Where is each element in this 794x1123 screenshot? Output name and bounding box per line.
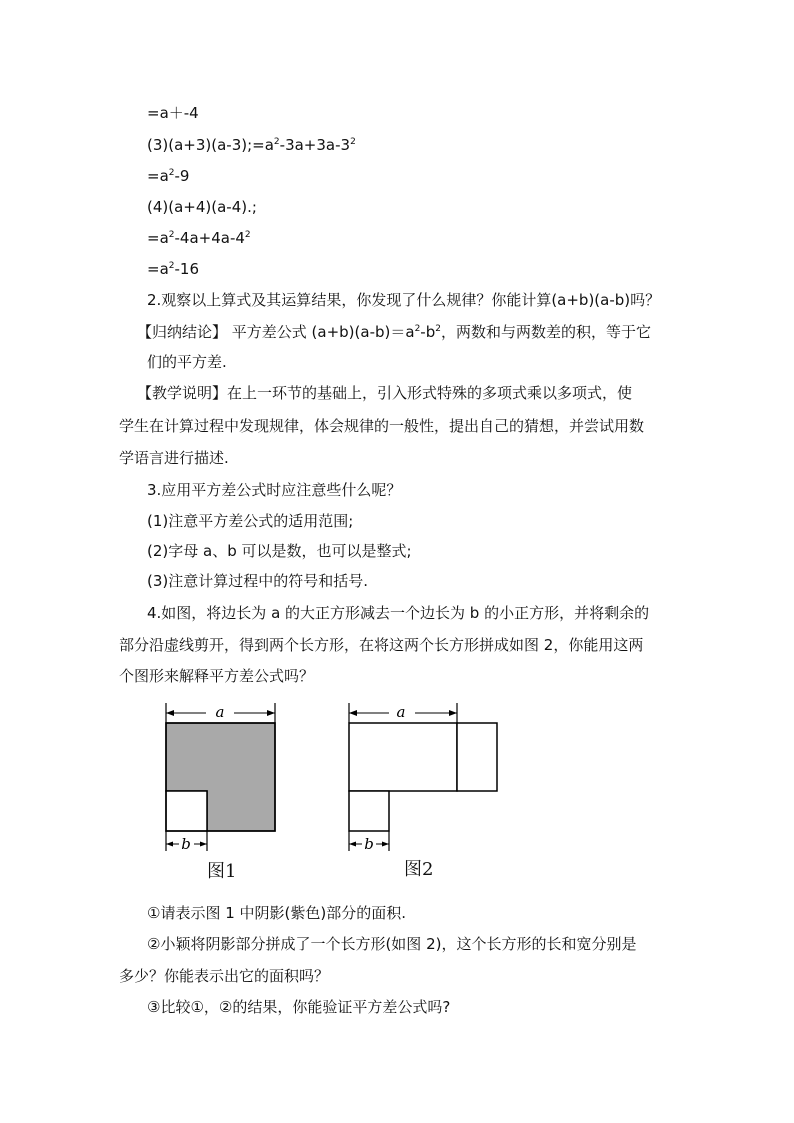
- arrow-left-icon: [166, 710, 174, 716]
- arrow-right-icon: [449, 710, 457, 716]
- label-a: a: [215, 703, 225, 721]
- question-4-line-1: 4.如图，将边长为 a 的大正方形减去一个边长为 b 的小正方形，并将剩余的: [147, 604, 650, 622]
- calc-text: -9: [174, 167, 190, 185]
- calc-text: =a＋-4: [147, 104, 199, 122]
- exponent: 2: [350, 137, 356, 147]
- exponent: 2: [168, 230, 175, 240]
- calc-text: (4)(a+4)(a-4).;: [147, 198, 257, 216]
- conclusion-tag: 【归纳结论】: [137, 323, 228, 341]
- question-3-item: (1)注意平方差公式的适用范围;: [147, 512, 354, 530]
- calc-line-2: [147, 135, 356, 155]
- question-4-line-2: 部分沿虚线剪开，得到两个长方形，在将这两个长方形拼成如图 2，你能用这两: [119, 636, 644, 654]
- subquestion-2-line-1: ②小颖将阴影部分拼成了一个长方形(如图 2)，这个长方形的长和宽分别是: [147, 935, 637, 953]
- calc-text: =a: [147, 167, 169, 185]
- calc-line-4: [147, 197, 257, 217]
- label-b: b: [364, 835, 374, 853]
- conclusion-text: ，两数和与两数差的积，等于它: [440, 323, 651, 341]
- arrow-right-icon: [267, 710, 275, 716]
- question-4-line-3: 个图形来解释平方差公式吗？: [119, 667, 315, 685]
- small-square: [349, 791, 389, 831]
- calc-text: -16: [174, 260, 199, 278]
- question-3-item: (3)注意计算过程中的符号和括号.: [147, 572, 369, 590]
- rectangle-piece-1: [349, 723, 457, 791]
- calc-line-3: [147, 166, 189, 186]
- label-a: a: [396, 703, 406, 721]
- exponent: 2: [244, 230, 251, 240]
- subquestion-3: ③比较①，②的结果，你能验证平方差公式吗?: [147, 998, 451, 1016]
- arrow-left-icon: [349, 842, 356, 847]
- calc-text: -4a+4a-4: [174, 229, 245, 247]
- arrow-right-icon: [382, 842, 389, 847]
- exponent: 2: [168, 261, 175, 271]
- figure-1-caption: 图1: [207, 861, 237, 882]
- teaching-note-line-2: 学生在计算过程中发现规律，体会规律的一般性，提出自己的猜想，并尝试用数: [119, 417, 645, 435]
- question-3-item: (2)字母 a、b 可以是数，也可以是整式;: [147, 542, 412, 560]
- arrow-right-icon: [200, 842, 207, 847]
- calc-text: =a: [147, 260, 169, 278]
- figure-2: [335, 695, 510, 885]
- arrow-left-icon: [166, 842, 173, 847]
- calc-text: =a: [147, 229, 169, 247]
- conclusion-text: -b: [420, 323, 436, 341]
- figure-1: [150, 695, 290, 885]
- figure-2-caption: 图2: [404, 859, 434, 880]
- arrow-left-icon: [349, 710, 357, 716]
- conclusion-line-2: 们的平方差.: [147, 353, 227, 371]
- conclusion-line-1: [137, 322, 651, 342]
- calc-text: -3a+3a-3: [279, 136, 351, 154]
- conclusion-text: 平方差公式 (a+b)(a-b)＝a: [227, 323, 415, 341]
- question-3-title: 3.应用平方差公式时应注意些什么呢？: [147, 481, 402, 499]
- calc-text: (3)(a+3)(a-3);=a: [147, 136, 274, 154]
- calc-line-6: [147, 259, 199, 279]
- subquestion-1: ①请表示图 1 中阴影(紫色)部分的面积.: [147, 904, 407, 922]
- exponent: 2: [273, 137, 280, 147]
- rectangle-piece-2: [457, 723, 497, 791]
- exponent: 2: [168, 168, 175, 178]
- label-b: b: [181, 835, 191, 853]
- calc-line-1: [147, 103, 199, 123]
- exponent: 2: [414, 324, 421, 334]
- teaching-note-line-3: 学语言进行描述.: [119, 449, 229, 467]
- teaching-note-line-1: 【教学说明】在上一环节的基础上，引入形式特殊的多项式乘以多项式，使: [137, 384, 633, 402]
- subquestion-2-line-2: 多少？你能表示出它的面积吗？: [119, 967, 330, 985]
- calc-line-5: [147, 228, 251, 248]
- question-2: 2.观察以上算式及其运算结果，你发现了什么规律？你能计算(a+b)(a-b)吗？: [147, 291, 661, 309]
- exponent: 2: [435, 324, 441, 334]
- small-square: [166, 791, 207, 831]
